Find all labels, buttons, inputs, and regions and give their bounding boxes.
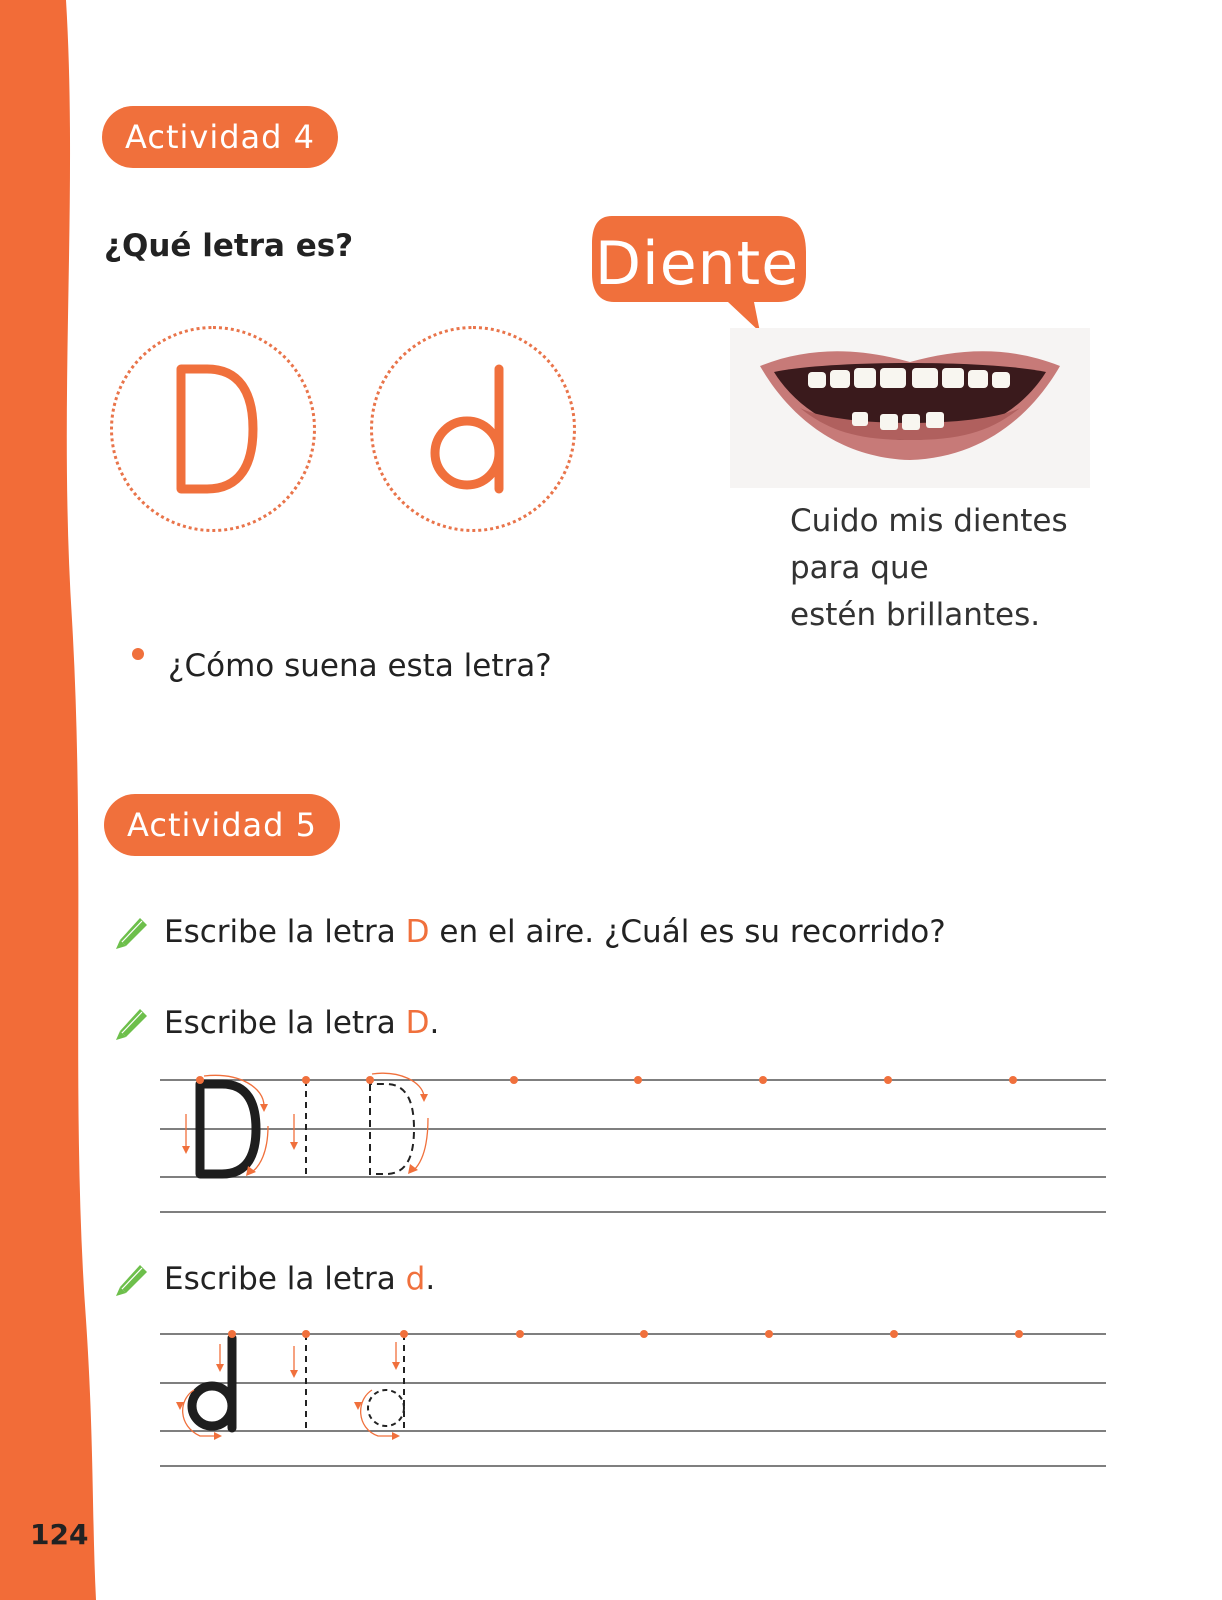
letter-circle-upper bbox=[110, 326, 316, 532]
side-band bbox=[0, 0, 110, 1600]
instruction-write-lower bbox=[112, 1254, 435, 1304]
letter-d-uppercase bbox=[163, 359, 263, 499]
instruction-air bbox=[112, 907, 946, 957]
instruction-text-before: Escribe la letra bbox=[164, 1261, 406, 1297]
bullet-dot bbox=[132, 648, 144, 660]
pencil-icon bbox=[112, 1259, 152, 1299]
letter-circle-lower bbox=[370, 326, 576, 532]
question-heading: ¿Qué letra es? bbox=[104, 228, 354, 264]
instruction-text-before: Escribe la letra bbox=[164, 914, 406, 950]
letter-d-lowercase bbox=[423, 359, 523, 499]
activity-5-badge bbox=[104, 794, 340, 856]
instruction-letter: d bbox=[405, 1261, 426, 1297]
instruction-write-upper bbox=[112, 998, 439, 1048]
caption-line-1: Cuido mis dientes bbox=[790, 503, 1068, 539]
writing-lines-upper[interactable] bbox=[160, 1066, 1110, 1226]
instruction-text-after: . bbox=[425, 1261, 436, 1297]
pencil-icon bbox=[112, 1003, 152, 1043]
bubble-word: Diente bbox=[594, 229, 800, 299]
page-number: 124 bbox=[30, 1518, 89, 1551]
bullet-question: ¿Cómo suena esta letra? bbox=[168, 648, 552, 684]
instruction-text bbox=[164, 914, 946, 950]
instruction-text bbox=[164, 1005, 439, 1041]
instruction-text-after: . bbox=[429, 1005, 440, 1041]
instruction-letter: D bbox=[405, 1005, 430, 1041]
writing-lines-lower[interactable] bbox=[160, 1320, 1110, 1480]
instruction-letter: D bbox=[405, 914, 430, 950]
activity-4-label: Actividad 4 bbox=[125, 118, 315, 156]
mouth-teeth-image bbox=[730, 328, 1090, 488]
activity-5-label: Actividad 5 bbox=[127, 806, 317, 844]
instruction-text-before: Escribe la letra bbox=[164, 1005, 406, 1041]
caption bbox=[790, 498, 1120, 639]
instruction-text-after: en el aire. ¿Cuál es su recorrido? bbox=[429, 914, 946, 950]
caption-line-3: estén brillantes. bbox=[790, 597, 1041, 633]
caption-line-2: para que bbox=[790, 550, 929, 586]
activity-4-badge bbox=[102, 106, 338, 168]
pencil-icon bbox=[112, 912, 152, 952]
instruction-text bbox=[164, 1261, 435, 1297]
